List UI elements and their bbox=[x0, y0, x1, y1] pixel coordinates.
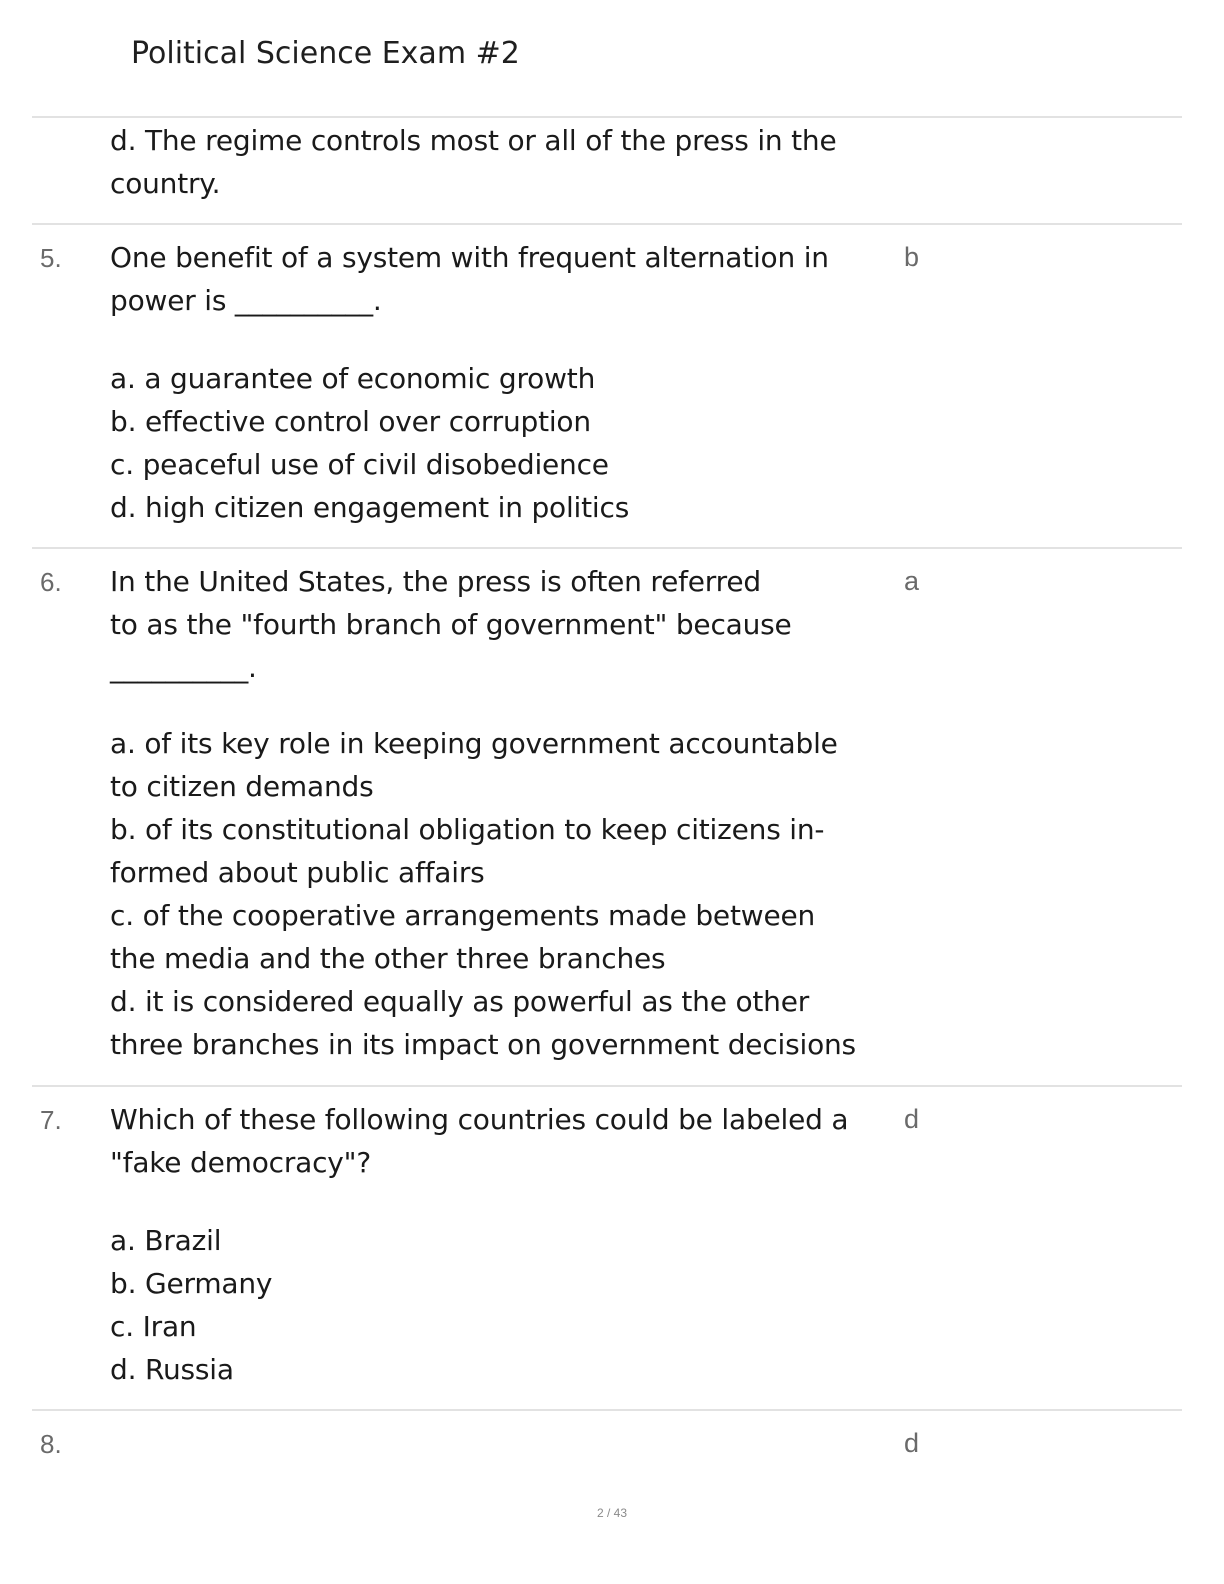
option-b-line: b. of its constitutional obligation to keep citizens in- bbox=[110, 813, 825, 846]
question-prompt-line: Which of these following countries could be labeled a bbox=[110, 1103, 849, 1136]
answer-key: a bbox=[904, 566, 920, 596]
option-c: c. Iran bbox=[110, 1310, 197, 1343]
divider bbox=[32, 1409, 1182, 1411]
question-number: 5. bbox=[40, 243, 62, 273]
question-prompt-line: "fake democracy"? bbox=[110, 1146, 372, 1179]
question-prompt-line: One benefit of a system with frequent alternation in bbox=[110, 241, 829, 274]
option-a-line: a. of its key role in keeping government accountable bbox=[110, 727, 838, 760]
question-prompt-line: to as the "fourth branch of government" because bbox=[110, 608, 792, 641]
option-d: d. high citizen engagement in politics bbox=[110, 491, 630, 524]
option-a-line: to citizen demands bbox=[110, 770, 374, 803]
option-d: d. Russia bbox=[110, 1353, 234, 1386]
answer-key: b bbox=[904, 242, 920, 272]
answer-key: d bbox=[904, 1428, 920, 1458]
option-c: c. peaceful use of civil disobedience bbox=[110, 448, 609, 481]
option-a: a. Brazil bbox=[110, 1224, 222, 1257]
question-6 bbox=[110, 560, 910, 1066]
option-b-line: formed about public affairs bbox=[110, 856, 485, 889]
question-number: 8. bbox=[40, 1429, 62, 1459]
option-line: country. bbox=[110, 167, 221, 200]
question-prompt-line: __________. bbox=[110, 651, 257, 684]
question-number: 6. bbox=[40, 567, 62, 597]
page-title: Political Science Exam #2 bbox=[131, 36, 520, 71]
divider bbox=[32, 547, 1182, 549]
option-a: a. a guarantee of economic growth bbox=[110, 362, 596, 395]
option-d-line: d. it is considered equally as powerful as the other bbox=[110, 985, 810, 1018]
divider bbox=[32, 223, 1182, 225]
question-prompt-line: In the United States, the press is often referred bbox=[110, 565, 761, 598]
continued-option bbox=[110, 119, 910, 205]
question-5 bbox=[110, 236, 910, 529]
option-d-line: three branches in its impact on government decisions bbox=[110, 1028, 856, 1061]
divider bbox=[32, 1085, 1182, 1087]
option-c-line: the media and the other three branches bbox=[110, 942, 666, 975]
answer-key: d bbox=[904, 1104, 920, 1134]
page-number: 2 / 43 bbox=[596, 1506, 628, 1520]
question-7 bbox=[110, 1098, 910, 1391]
divider bbox=[32, 116, 1182, 118]
option-c-line: c. of the cooperative arrangements made between bbox=[110, 899, 816, 932]
option-b: b. Germany bbox=[110, 1267, 273, 1300]
question-prompt-line: power is __________. bbox=[110, 284, 382, 317]
option-b: b. effective control over corruption bbox=[110, 405, 591, 438]
option-line: d. The regime controls most or all of the press in the bbox=[110, 124, 837, 157]
question-number: 7. bbox=[40, 1105, 62, 1135]
